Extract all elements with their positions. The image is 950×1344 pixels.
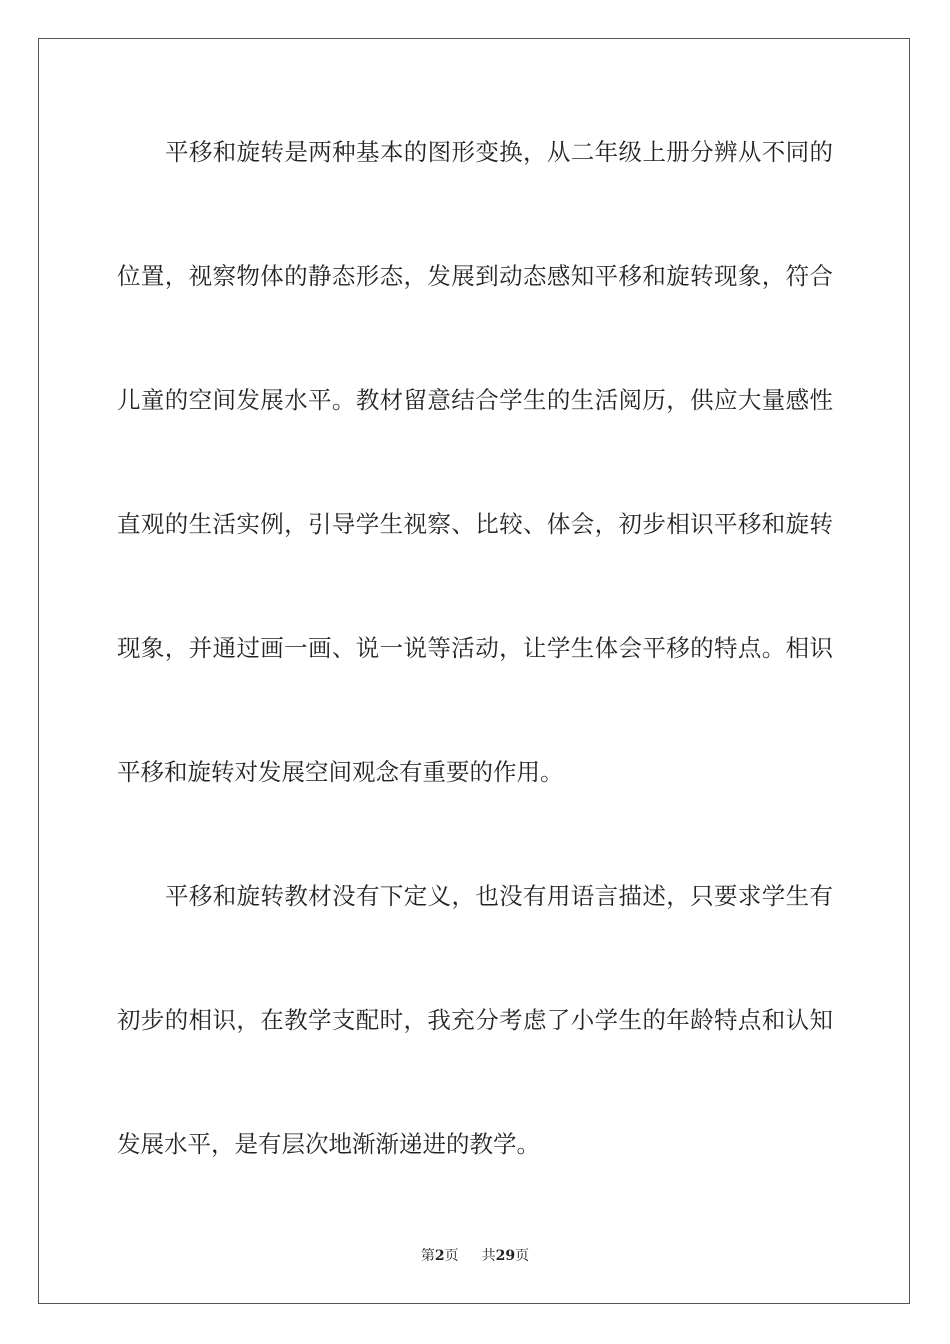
page-suffix: 页 (444, 1248, 459, 1264)
paragraph-2-line-2: 初步的相识，在教学支配时，我充分考虑了小学生的年龄特点和认知 (117, 1006, 833, 1034)
paragraph-1-line-6: 平移和旋转对发展空间观念有重要的作用。 (117, 758, 564, 786)
total-prefix: 共 (481, 1248, 496, 1264)
paragraph-1-line-5: 现象，并通过画一画、说一说等活动，让学生体会平移的特点。相识 (117, 634, 833, 662)
page-footer (0, 1246, 950, 1266)
paragraph-2-line-1: 平移和旋转教材没有下定义，也没有用语言描述，只要求学生有 (165, 882, 833, 910)
page-border (38, 38, 910, 1304)
paragraph-1-line-1: 平移和旋转是两种基本的图形变换，从二年级上册分辨从不同的 (165, 138, 833, 166)
paragraph-1-line-3: 儿童的空间发展水平。教材留意结合学生的生活阅历，供应大量感性 (117, 386, 833, 414)
paragraph-1-line-4: 直观的生活实例，引导学生视察、比较、体会，初步相识平移和旋转 (117, 510, 833, 538)
total-suffix: 页 (515, 1248, 530, 1264)
page-prefix: 第 (420, 1248, 435, 1264)
total-pages-label (482, 1248, 529, 1264)
total-pages: 29 (495, 1248, 516, 1264)
page-number: 2 (434, 1248, 445, 1264)
paragraph-2-line-3: 发展水平，是有层次地渐渐递进的教学。 (117, 1130, 540, 1158)
paragraph-1-line-2: 位置，视察物体的静态形态，发展到动态感知平移和旋转现象，符合 (117, 262, 833, 290)
page-label (421, 1248, 463, 1264)
